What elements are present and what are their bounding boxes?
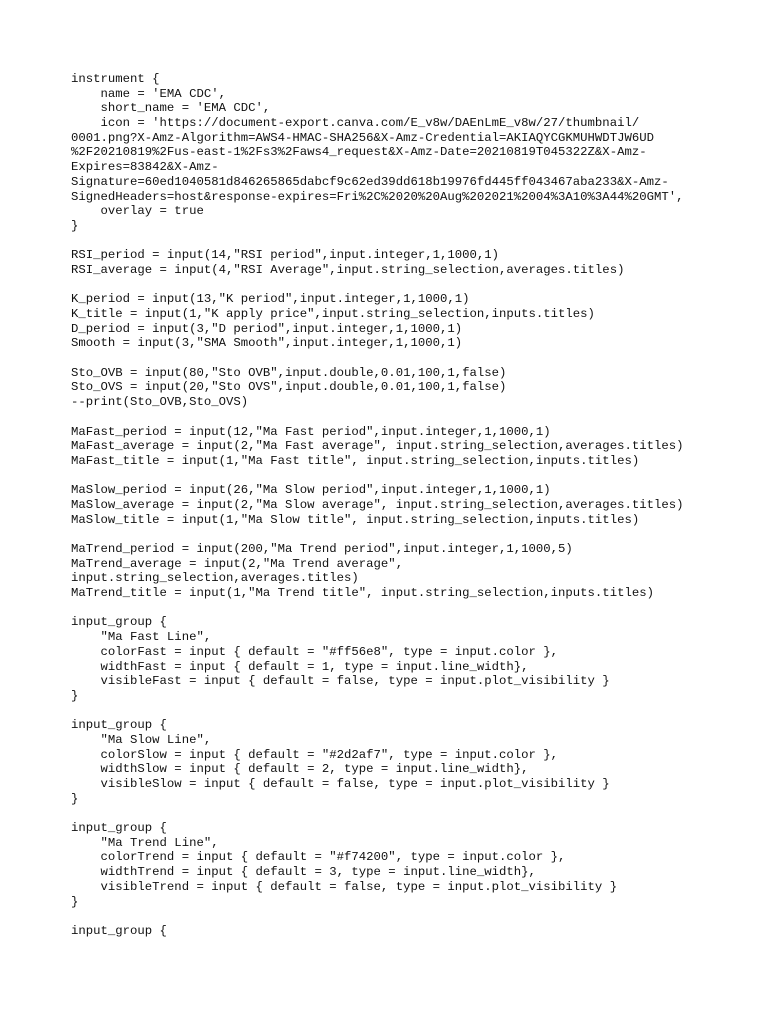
code-line: MaSlow_average = input(2,"Ma Slow average", input.string_selection,averages.titles) (71, 497, 684, 512)
code-line: Signature=60ed1040581d846265865dabcf9c62ed39dd618b19976fd445ff043467aba233&X-Amz- (71, 174, 669, 189)
code-line: MaSlow_title = input(1,"Ma Slow title", input.string_selection,inputs.titles) (71, 512, 640, 527)
code-line: input_group { (71, 718, 167, 733)
code-line: RSI_period = input(14,"RSI period",input.integer,1,1000,1) (71, 248, 500, 263)
code-line: } (71, 894, 79, 909)
code-line: instrument { (71, 72, 160, 86)
code-line (71, 806, 761, 821)
code-line: } (71, 688, 79, 703)
code-line: } (71, 791, 79, 806)
code-line (71, 234, 761, 249)
code-line: input_group { (71, 615, 167, 630)
code-line: MaFast_average = input(2,"Ma Fast average", input.string_selection,averages.titles) (71, 439, 684, 454)
code-line: MaTrend_average = input(2,"Ma Trend average", (71, 556, 404, 571)
code-line: SignedHeaders=host&response-expires=Fri%2C%2020%20Aug%202021%2004%3A10%3A44%20GMT', (71, 189, 684, 204)
code-line: short_name = 'EMA CDC', (71, 101, 271, 116)
code-line (71, 909, 761, 924)
code-line (71, 351, 761, 366)
code-line: MaTrend_title = input(1,"Ma Trend title", input.string_selection,inputs.titles) (71, 586, 654, 601)
code-line: Expires=83842&X-Amz- (71, 160, 219, 175)
code-line (71, 527, 761, 542)
code-line (71, 601, 761, 616)
code-line: "Ma Fast Line", (71, 630, 212, 645)
code-line: input.string_selection,averages.titles) (71, 571, 359, 586)
code-line: K_period = input(13,"K period",input.integer,1,1000,1) (71, 292, 470, 307)
code-line: widthFast = input { default = 1, type = input.line_width}, (71, 659, 529, 674)
code-line: MaSlow_period = input(26,"Ma Slow period",input.integer,1,1000,1) (71, 483, 551, 498)
code-line: input_group { (71, 923, 167, 938)
code-line: MaTrend_period = input(200,"Ma Trend period",input.integer,1,1000,5) (71, 542, 573, 556)
code-line: } (71, 218, 79, 233)
code-line: Smooth = input(3,"SMA Smooth",input.integer,1,1000,1) (71, 336, 463, 351)
code-line (71, 410, 761, 425)
code-line: visibleTrend = input { default = false, type = input.plot_visibility } (71, 879, 618, 894)
code-line: Sto_OVB = input(80,"Sto OVB",input.double,0.01,100,1,false) (71, 365, 507, 380)
code-line (71, 469, 761, 484)
code-line: %2F20210819%2Fus-east-1%2Fs3%2Faws4_request&X-Amz-Date=20210819T045322Z&X-Amz- (71, 145, 647, 160)
code-line: MaFast_period = input(12,"Ma Fast period",input.integer,1,1000,1) (71, 424, 551, 439)
code-line: colorSlow = input { default = "#2d2af7", type = input.color }, (71, 747, 559, 762)
code-line: "Ma Trend Line", (71, 835, 219, 850)
code-line: name = 'EMA CDC', (71, 86, 226, 101)
code-block (71, 72, 761, 939)
code-line: widthSlow = input { default = 2, type = input.line_width}, (71, 762, 529, 777)
code-line: icon = 'https://document-export.canva.com/E_v8w/DAEnLmE_v8w/27/thumbnail/ (71, 116, 640, 131)
code-line: input_group { (71, 821, 167, 836)
code-line: colorFast = input { default = "#ff56e8", type = input.color }, (71, 644, 559, 659)
code-line: overlay = true (71, 204, 204, 219)
code-line: Sto_OVS = input(20,"Sto OVS",input.double,0.01,100,1,false) (71, 380, 507, 395)
code-line: --print(Sto_OVB,Sto_OVS) (71, 395, 249, 410)
code-line: 0001.png?X-Amz-Algorithm=AWS4-HMAC-SHA256&X-Amz-Credential=AKIAQYCGKMUHWDTJW6UD (71, 130, 654, 145)
code-line: RSI_average = input(4,"RSI Average",input.string_selection,averages.titles) (71, 262, 625, 277)
code-line: K_title = input(1,"K apply price",input.string_selection,inputs.titles) (71, 307, 595, 321)
code-line: widthTrend = input { default = 3, type = input.line_width}, (71, 865, 536, 880)
code-line: colorTrend = input { default = "#f74200", type = input.color }, (71, 850, 566, 865)
code-line: visibleFast = input { default = false, type = input.plot_visibility } (71, 674, 610, 689)
code-line (71, 704, 761, 719)
code-line: "Ma Slow Line", (71, 732, 212, 747)
code-line: D_period = input(3,"D period",input.integer,1,1000,1) (71, 321, 463, 336)
code-line: MaFast_title = input(1,"Ma Fast title", input.string_selection,inputs.titles) (71, 453, 640, 468)
code-line: visibleSlow = input { default = false, type = input.plot_visibility } (71, 777, 610, 791)
code-line (71, 278, 761, 293)
